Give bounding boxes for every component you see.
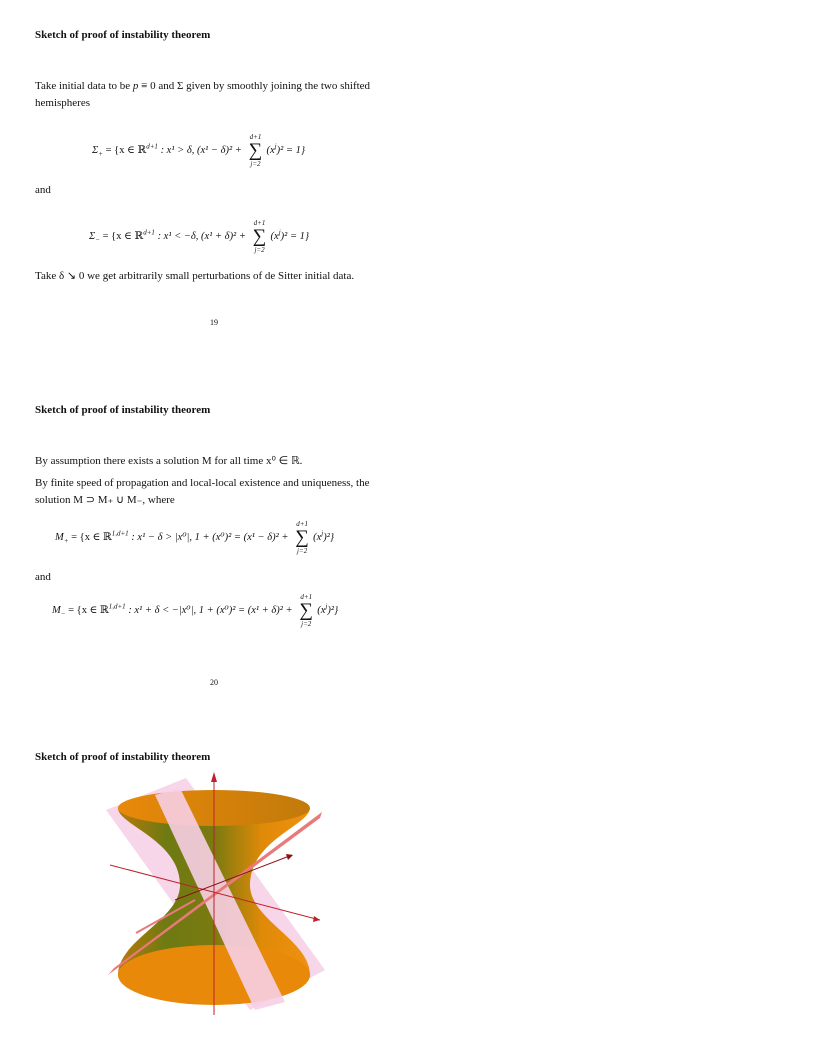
x1-axis-arrow-icon	[313, 916, 320, 922]
hyperboloid-figure	[100, 770, 335, 1020]
x2-axis-arrow-icon	[286, 854, 293, 860]
slide-20-and: and	[35, 571, 51, 583]
time-axis-arrow-icon	[211, 772, 217, 782]
slide-19-conclusion: Take δ ↘ 0 we get arbitrarily small perturbations of de Sitter initial data.	[35, 270, 355, 282]
slide-20-assumption: By assumption there exists a solution M for all time x⁰ ∈ ℝ.	[35, 455, 303, 467]
summation-symbol: d+1 ∑ j=2	[295, 520, 309, 555]
page-number-19: 19	[210, 318, 218, 327]
summation-symbol: d+1 ∑ j=2	[299, 593, 313, 628]
equation-sigma-plus: $\Sigma_+ = \{x$ ∈ ℝ$^{d+1}$ : x¹ > δ, (x¹ − δ)² + d+1 ∑ j=2 $(x^j)^2 = 1$}	[92, 133, 306, 168]
slide-19-title: Sketch of proof of instability theorem	[35, 29, 211, 41]
slide-19-and: and	[35, 184, 51, 196]
equation-m-plus: $M_+ = \{x$ ∈ ℝ$^{1,d+1}$ : x¹ − δ > |x⁰|, 1 + (x⁰)² = (x¹ − δ)² + d+1 ∑ j=2 $(x^j)^2$}	[55, 520, 335, 555]
hyperboloid-svg	[100, 770, 335, 1020]
slide-19-intro: Take initial data to be p ≡ 0 and Σ given by smoothly joining the two shifted hemispheres	[35, 80, 371, 109]
slide-21-title: Sketch of proof of instability theorem	[35, 751, 211, 763]
summation-symbol: d+1 ∑ j=2	[248, 133, 263, 168]
slide-20-propagation: By finite speed of propagation and local-local existence and uniqueness, the solution M ⊃ M₊ ∪ M₋, where	[35, 477, 370, 506]
slide-20-title: Sketch of proof of instability theorem	[35, 404, 211, 416]
equation-sigma-minus: $\Sigma_- = \{x$ ∈ ℝ$^{d+1}$ : x¹ < −δ, (x¹ + δ)² + d+1 ∑ j=2 $(x^j)^2 = 1$}	[89, 219, 310, 254]
summation-symbol: d+1 ∑ j=2	[252, 219, 267, 254]
page-number-20: 20	[210, 678, 218, 687]
equation-m-minus: $M_- = \{x$ ∈ ℝ$^{1,d+1}$ : x¹ + δ < −|x⁰|, 1 + (x⁰)² = (x¹ + δ)² + d+1 ∑ j=2 $(x^j)^2$}	[52, 593, 339, 628]
